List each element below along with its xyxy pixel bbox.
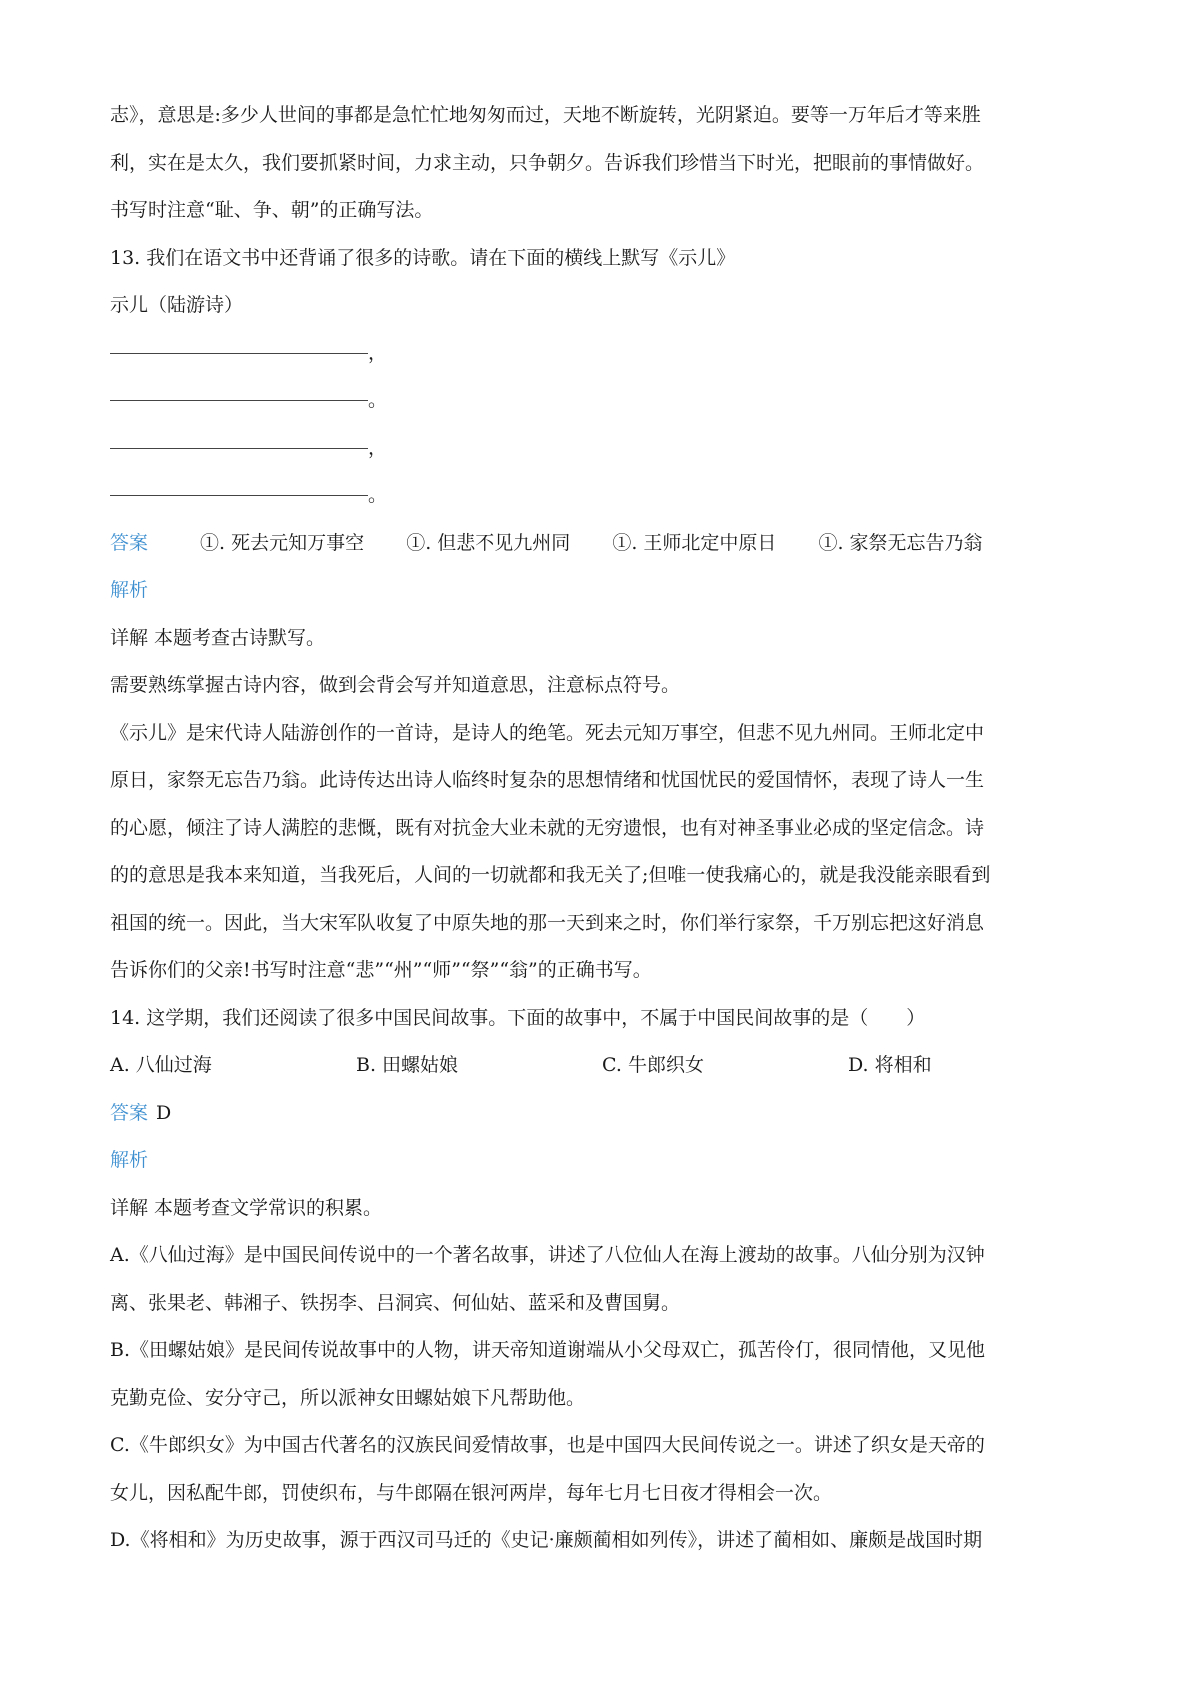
q13-text-line: 需要熟练掌握古诗内容，做到会背会写并知道意思，注意标点符号。 bbox=[110, 674, 681, 696]
poem-title: 示儿（陆游诗） bbox=[110, 294, 244, 316]
q14-analysis-label: 解析 bbox=[110, 1149, 149, 1171]
blank-underline[interactable] bbox=[110, 399, 368, 401]
q14-text-line: D.《将相和》为历史故事，源于西汉司马迁的《史记·廉颇蔺相如列传》，讲述了蔺相如、廉颇是战国时期 bbox=[110, 1529, 983, 1551]
q13-text-line: 告诉你们的父亲!书写时注意“悲”“州”“师”“祭”“翁”的正确书写。 bbox=[110, 959, 652, 981]
q14-text-line: B.《田螺姑娘》是民间传说故事中的人物，讲天帝知道谢端从小父母双亡，孤苦伶仃，很同情他，又见他 bbox=[110, 1339, 986, 1361]
q14-text-line: 女儿，因私配牛郎，罚使织布，与牛郎隔在银河两岸，每年七月七日夜才得相会一次。 bbox=[110, 1481, 833, 1504]
document-page bbox=[110, 92, 1100, 1565]
option-d[interactable]: D. 将相和 bbox=[848, 1054, 932, 1076]
blank-underline[interactable] bbox=[110, 447, 368, 449]
option-a[interactable]: A. 八仙过海 bbox=[110, 1054, 212, 1076]
answer-item: ①. 家祭无忘告乃翁 bbox=[818, 531, 983, 554]
blank-line-1[interactable] bbox=[110, 330, 1100, 378]
blank-underline[interactable] bbox=[110, 494, 368, 496]
q14-stem: 14. 这学期，我们还阅读了很多中国民间故事。下面的故事中，不属于中国民间故事的是（ ） bbox=[110, 1006, 926, 1029]
q14-answer-row bbox=[110, 1090, 1100, 1138]
q13-detail: 详解 本题考查古诗默写。 bbox=[110, 626, 326, 649]
answer-value: D bbox=[156, 1101, 172, 1124]
blank-punct: 。 bbox=[368, 484, 388, 506]
q13-text-line: 的心愿，倾注了诗人满腔的悲慨，既有对抗金大业未就的无穷遗恨，也有对神圣事业必成的坚定信念。诗 bbox=[110, 816, 985, 839]
blank-line-3[interactable] bbox=[110, 425, 1100, 473]
option-c[interactable]: C. 牛郎织女 bbox=[602, 1054, 704, 1076]
blank-punct: ， bbox=[368, 341, 388, 364]
blank-line-2[interactable] bbox=[110, 377, 1100, 425]
intro-line-3: 书写时注意“耻、争、朝”的正确写法。 bbox=[110, 199, 434, 221]
answer-label: 答案 bbox=[110, 531, 149, 554]
q13-analysis-label: 解析 bbox=[110, 579, 149, 601]
q13-text-line: 的的意思是我本来知道，当我死后，人间的一切就都和我无关了;但唯一使我痛心的，就是我没能亲眼看到 bbox=[110, 864, 991, 886]
answer-item: ①. 死去元知万事空 bbox=[200, 531, 365, 554]
q14-options bbox=[110, 1042, 1100, 1090]
intro-line-1: 志》，意思是:多少人世间的事都是急忙忙地匆匆而过，天地不断旋转，光阴紧迫。要等一万年后才等来胜 bbox=[110, 104, 981, 126]
q13-text-line: 祖国的统一。因此，当大宋军队收复了中原失地的那一天到来之时，你们举行家祭，千万别忘把这好消息 bbox=[110, 911, 985, 934]
q13-stem: 13. 我们在语文书中还背诵了很多的诗歌。请在下面的横线上默写《示儿》 bbox=[110, 246, 736, 269]
q13-text-line: 原日，家祭无忘告乃翁。此诗传达出诗人临终时复杂的思想情绪和忧国忧民的爱国情怀，表现了诗人一生 bbox=[110, 769, 985, 791]
intro-line-2: 利，实在是太久，我们要抓紧时间，力求主动，只争朝夕。告诉我们珍惜当下时光，把眼前的事情做好。 bbox=[110, 151, 985, 174]
answer-label: 答案 bbox=[110, 1101, 149, 1124]
q13-answer-row bbox=[110, 520, 1100, 568]
q14-text-line: A.《八仙过海》是中国民间传说中的一个著名故事，讲述了八位仙人在海上渡劫的故事。八仙分别为汉钟 bbox=[110, 1244, 985, 1266]
q14-text-line: C.《牛郎织女》为中国古代著名的汉族民间爱情故事，也是中国四大民间传说之一。讲述了织女是天帝的 bbox=[110, 1434, 985, 1456]
option-b[interactable]: B. 田螺姑娘 bbox=[356, 1054, 459, 1076]
blank-line-4[interactable] bbox=[110, 472, 1100, 520]
blank-punct: 。 bbox=[368, 389, 388, 411]
blank-punct: ， bbox=[368, 436, 388, 459]
q13-text-line: 《示儿》是宋代诗人陆游创作的一首诗，是诗人的绝笔。死去元知万事空，但悲不见九州同。王师北定中 bbox=[110, 721, 985, 744]
q14-text-line: 克勤克俭、安分守己，所以派神女田螺姑娘下凡帮助他。 bbox=[110, 1386, 586, 1409]
blank-underline[interactable] bbox=[110, 352, 368, 354]
q14-text-line: 离、张果老、韩湘子、铁拐李、吕洞宾、何仙姑、蓝采和及曹国舅。 bbox=[110, 1291, 681, 1314]
q14-detail: 详解 本题考查文学常识的积累。 bbox=[110, 1196, 383, 1219]
answer-item: ①. 但悲不见九州同 bbox=[406, 531, 571, 554]
answer-item: ①. 王师北定中原日 bbox=[612, 531, 777, 554]
